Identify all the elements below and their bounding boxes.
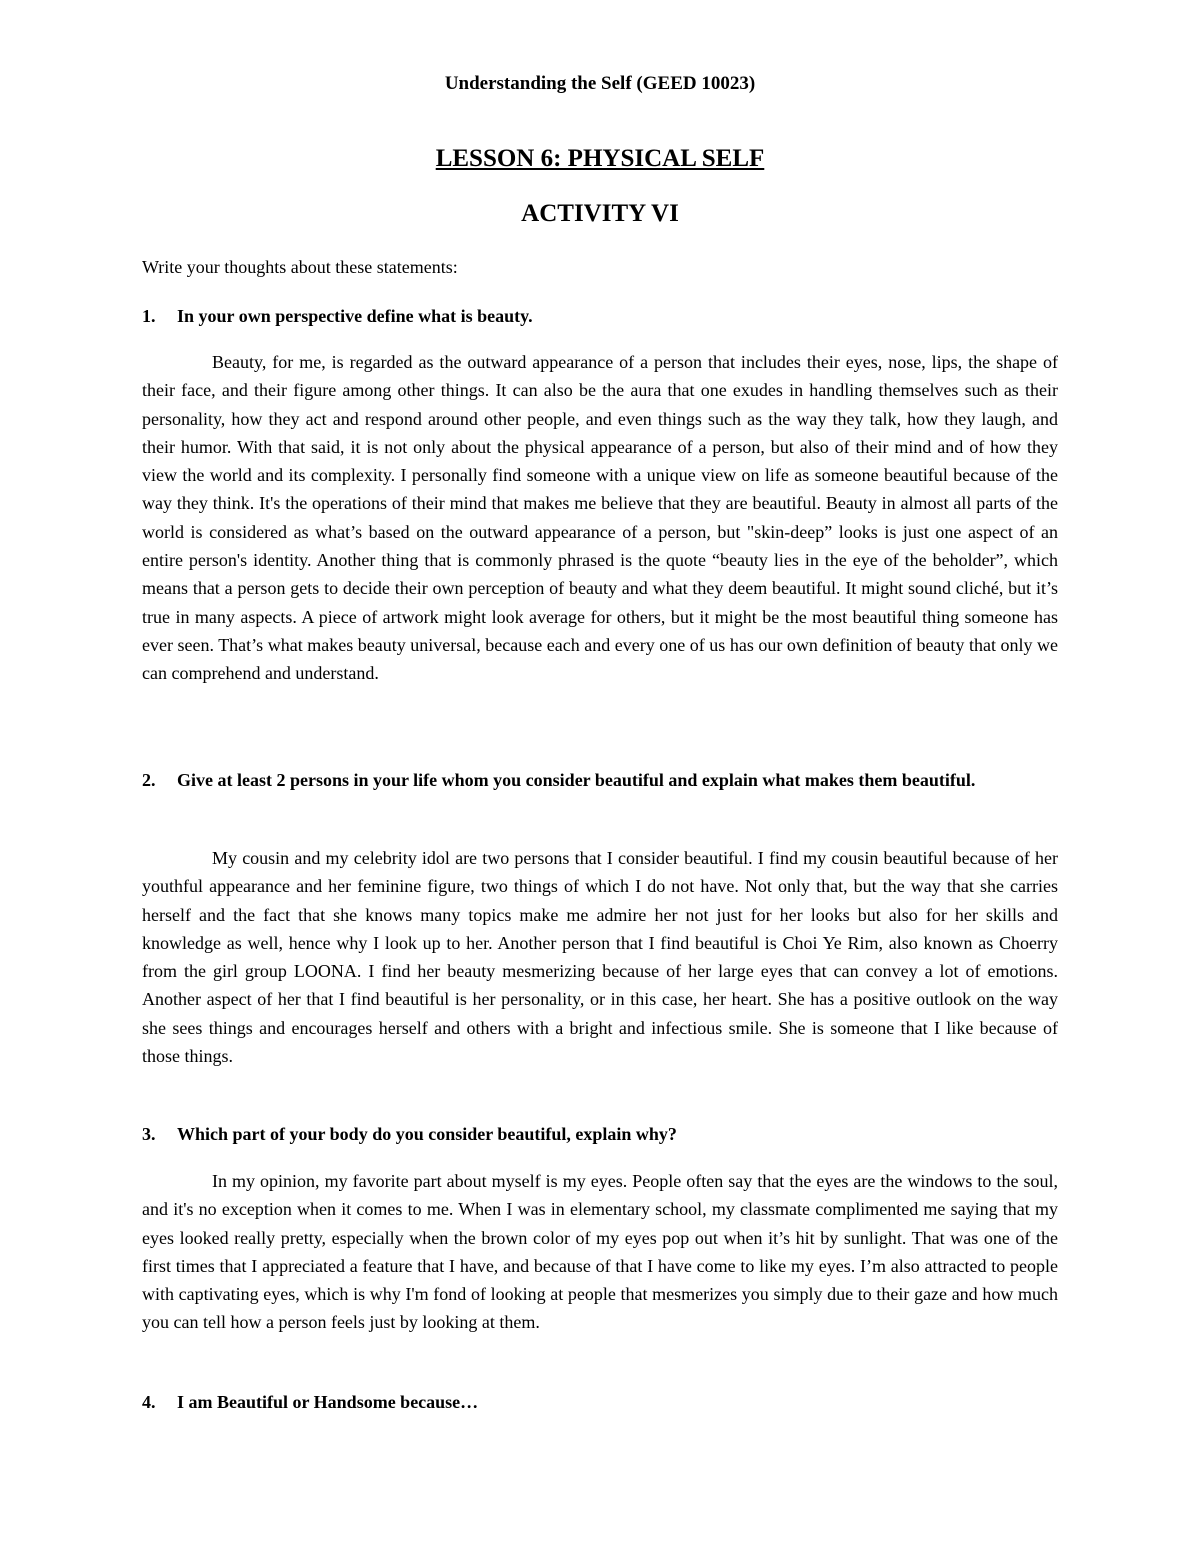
lesson-title: LESSON 6: PHYSICAL SELF (435, 145, 765, 172)
question-2 (142, 766, 1060, 794)
question-text: I am Beautiful or Handsome because… (177, 1392, 479, 1412)
answer-3: In my opinion, my favorite part about myself is my eyes. People often say that the eyes are the windows to the soul, and it's no exception when it comes to me. When I was in elementary school, my classmate complimented me saying that my eyes looked really pretty, especially when the brown color of my eyes pop out when it’s hit by sunlight. That was one of the first times that I appreciated a feature that I have, and because of that I have come to like my eyes. I’m also attracted to people with captivating eyes, which is why I'm fond of looking at people that mesmerizes you simply due to their gaze and how much you can tell how a person feels just by looking at them. (142, 1171, 1058, 1333)
question-text: Give at least 2 persons in your life whom you consider beautiful and explain what makes them beautiful. (177, 770, 976, 790)
instructions-text: Write your thoughts about these statements: (142, 257, 458, 277)
question-1 (142, 302, 1060, 330)
answer-1: Beauty, for me, is regarded as the outward appearance of a person that includes their eyes, nose, lips, the shape of their face, and their figure among other things. It can also be the aura that one exudes in handling themselves such as their personality, how they act and respond around other people, and even things such as the way they talk, how they laugh, and their humor. With that said, it is not only about the physical appearance of a person, but also of their mind and of how they view the world and its complexity. I personally find someone with a unique view on life as someone beautiful because of the way they think. It's the operations of their mind that makes me believe that they are beautiful. Beauty in almost all parts of the world is considered as what’s based on the outward appearance of a person, but "skin-deep” looks is just one aspect of an entire person's identity. Another thing that is commonly phrased is the quote “beauty lies in the eye of the beholder”, which means that a person gets to decide their own perception of beauty and what they deem beautiful. It might sound cliché, but it’s true in many aspects. A piece of artwork might look average for others, but it might be the most beautiful thing someone has ever seen. That’s what makes beauty universal, because each and every one of us has our own definition of beauty that only we can comprehend and understand. (142, 352, 1058, 684)
question-number: 1. (142, 306, 156, 326)
question-text: Which part of your body do you consider beautiful, explain why? (177, 1124, 677, 1144)
question-text: In your own perspective define what is beauty. (177, 306, 533, 326)
activity-title: ACTIVITY VI (521, 200, 679, 227)
question-number: 3. (142, 1124, 156, 1144)
answer-2: My cousin and my celebrity idol are two persons that I consider beautiful. I find my cousin beautiful because of her youthful appearance and her feminine figure, two things of which I do not have. Not only that, but the way that she carries herself and the fact that she knows many topics make me admire her not just for her looks but also for her skills and knowledge as well, hence why I look up to her. Another person that I find beautiful is Choi Ye Rim, also known as Choerry from the girl group LOONA. I find her beauty mesmerizing because of her large eyes that can convey a lot of emotions. Another aspect of her that I find beautiful is her personality, or in this case, her heart. She has a positive outlook on the way she sees things and encourages herself and others with a bright and infectious smile. She is someone that I like because of those things. (142, 848, 1058, 1067)
course-title: Understanding the Self (GEED 10023) (444, 73, 756, 94)
question-4 (142, 1388, 1060, 1416)
question-number: 4. (142, 1392, 156, 1412)
question-number: 2. (142, 770, 156, 790)
question-3 (142, 1120, 1060, 1148)
